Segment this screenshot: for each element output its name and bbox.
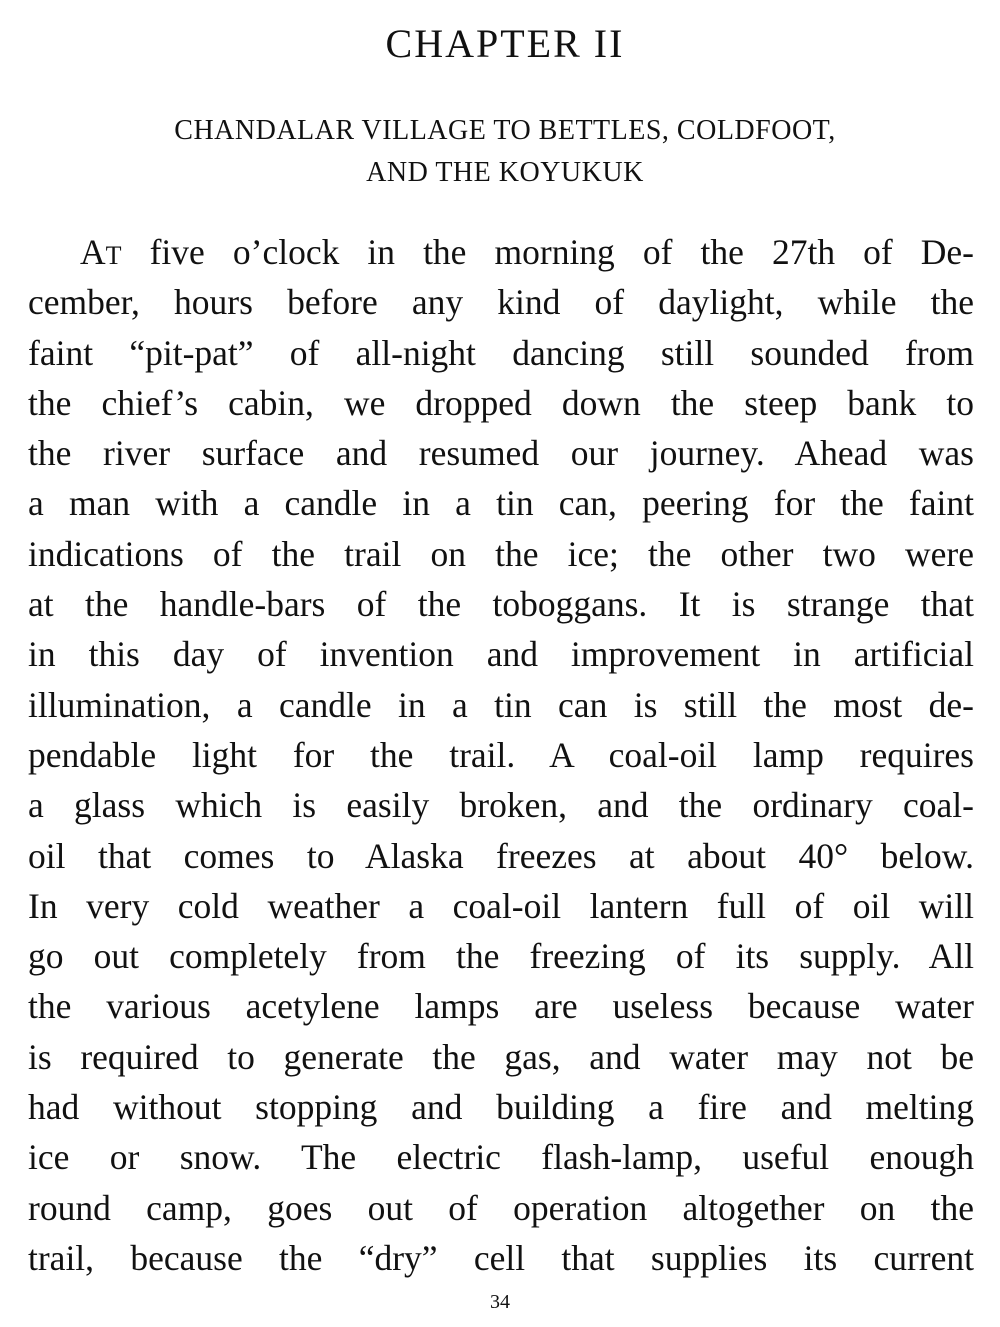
paragraph-line: the river surface and resumed our journey. Ahead was: [28, 433, 974, 474]
paragraph-line: the chief’s cabin, we dropped down the steep bank to: [28, 382, 974, 423]
paragraph-line: round camp, goes out of operation altogether on the: [28, 1187, 974, 1228]
paragraph-line: cember, hours before any kind of daylight, while the: [28, 282, 974, 323]
paragraph-line: a glass which is easily broken, and the ordinary coal-: [28, 785, 974, 826]
chapter-subtitle: [0, 110, 1000, 194]
chapter-subtitle-line-2: AND THE KOYUKUK: [366, 157, 644, 188]
chapter-title: CHAPTER II: [385, 21, 625, 66]
body-paragraph: [28, 227, 974, 1283]
paragraph-line: pendable light for the trail. A coal-oil lamp requires: [28, 734, 974, 775]
paragraph-line: a man with a candle in a tin can, peering for the faint: [28, 483, 974, 524]
first-line-text: five o’clock in the morning of the 27th of De-: [149, 232, 975, 272]
paragraph-line: is required to generate the gas, and water may not be: [28, 1036, 974, 1077]
lead-small-cap: T: [105, 241, 122, 270]
paragraph-line: In very cold weather a coal-oil lantern full of oil will: [28, 885, 974, 926]
paragraph-line: the various acetylene lamps are useless because water: [28, 986, 974, 1027]
paragraph-line: indications of the trail on the ice; the other two were: [28, 533, 974, 574]
paragraph-line: go out completely from the freezing of its supply. All: [28, 936, 974, 977]
lead-capital: A: [80, 232, 106, 272]
paragraph-line: had without stopping and building a fire and melting: [28, 1087, 974, 1128]
paragraph-line: ice or snow. The electric flash-lamp, useful enough: [28, 1137, 974, 1178]
paragraph-line: trail, because the “dry” cell that supplies its current: [28, 1237, 974, 1278]
paragraph-line: at the handle-bars of the toboggans. It is strange that: [28, 584, 974, 625]
chapter-subtitle-line-1: CHANDALAR VILLAGE TO BETTLES, COLDFOOT,: [174, 115, 836, 146]
paragraph-line: faint “pit-pat” of all-night dancing still sounded from: [28, 332, 974, 373]
paragraph-line: oil that comes to Alaska freezes at about 40° below.: [28, 835, 974, 876]
paragraph-line: in this day of invention and improvement in artificial: [28, 634, 974, 675]
paragraph-line: illumination, a candle in a tin can is still the most de-: [28, 684, 974, 725]
drop-lead-word: [80, 232, 122, 272]
paragraph-line-1: [28, 227, 974, 277]
page-number: 34: [490, 1291, 510, 1313]
